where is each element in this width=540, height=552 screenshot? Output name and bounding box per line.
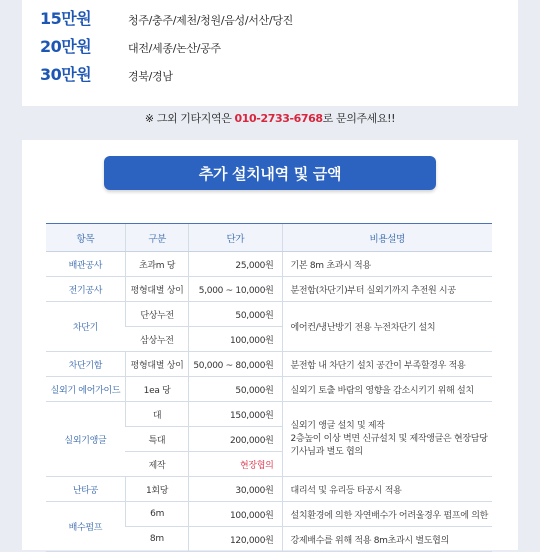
table-row	[46, 252, 492, 277]
cell-price: 50,000 ~ 80,000원	[189, 352, 282, 377]
cell-category: 1회당	[125, 477, 189, 502]
table-row	[46, 402, 492, 427]
cell-category: 평형대별 상이	[125, 277, 189, 302]
cell-category: 삼상누전	[125, 327, 189, 352]
cell-category: 제작	[125, 452, 189, 477]
cell-price: 150,000원	[189, 402, 282, 427]
table-row	[46, 477, 492, 502]
cell-item: 배수펌프	[46, 502, 125, 552]
header-item: 항목	[46, 224, 125, 252]
cell-category: 1ea 당	[125, 377, 189, 402]
table-row	[46, 377, 492, 402]
cell-price: 현장협의	[189, 452, 282, 477]
cell-price: 50,000원	[189, 302, 282, 327]
cell-description: 설치환경에 의한 자연배수가 어려울경우 펌프에 의한	[282, 502, 492, 527]
table-header-row	[46, 224, 492, 252]
cell-item: 차단기함	[46, 352, 125, 377]
cell-price: 50,000원	[189, 377, 282, 402]
cell-category: 평형대별 상이	[125, 352, 189, 377]
description-line: 2층높이 이상 벽면 신규설치 및 제작앵글은 현장담당	[290, 433, 488, 444]
cell-item: 차단기	[46, 302, 125, 352]
cell-item: 난타공	[46, 477, 125, 502]
cell-price: 120,000원	[189, 527, 282, 552]
contact-phone[interactable]: 010-2733-6768	[234, 112, 323, 125]
header-unit-price: 단가	[189, 224, 282, 252]
cell-price: 30,000원	[189, 477, 282, 502]
cell-price: 100,000원	[189, 502, 282, 527]
price-amount: 15만원	[40, 9, 92, 28]
price-regions: 경북/경남	[128, 70, 173, 83]
cell-description: 실외기 토출 바람의 영향을 감소시키기 위해 설치	[282, 377, 492, 402]
price-row-30	[40, 62, 173, 85]
price-amount: 20만원	[40, 37, 92, 56]
cell-description: 에어컨/냉난방기 전용 누전차단기 설치	[282, 302, 492, 352]
price-amount: 30만원	[40, 65, 92, 84]
table-row	[46, 502, 492, 527]
price-row-20	[40, 34, 221, 57]
cell-price: 100,000원	[189, 327, 282, 352]
section-title-banner: 추가 설치내역 및 금액	[104, 156, 436, 190]
cell-description: 분전함 내 차단기 설치 공간이 부족할경우 적용	[282, 352, 492, 377]
cell-price: 25,000원	[189, 252, 282, 277]
cell-category: 6m	[125, 502, 189, 527]
table-row	[46, 352, 492, 377]
header-description: 비용설명	[282, 224, 492, 252]
extra-fee-table	[46, 223, 492, 552]
contact-note	[0, 110, 540, 126]
cell-description: 기본 8m 초과시 적용	[282, 252, 492, 277]
cell-category: 특대	[125, 427, 189, 452]
table-row	[46, 277, 492, 302]
cell-price: 200,000원	[189, 427, 282, 452]
cell-item: 실외기 에어가이드	[46, 377, 125, 402]
cell-description: 분전함(차단기)부터 실외기까지 추전원 시공	[282, 277, 492, 302]
cell-category: 8m	[125, 527, 189, 552]
description-line: 기사님과 별도 협의	[290, 446, 363, 457]
description-line: 실외기 앵글 설치 및 제작	[290, 420, 385, 431]
cell-description: 강제배수를 위해 적용 8m초과시 별도협의	[282, 527, 492, 552]
table-row	[46, 302, 492, 327]
cell-description	[282, 402, 492, 477]
cell-item: 전기공사	[46, 277, 125, 302]
contact-suffix: 로 문의주세요!!	[322, 112, 396, 125]
cell-category: 단상누전	[125, 302, 189, 327]
cell-item: 실외기앵글	[46, 402, 125, 477]
price-regions: 대전/세종/논산/공주	[128, 42, 221, 55]
contact-prefix: ※ 그외 기타지역은	[144, 112, 235, 125]
cell-price: 5,000 ~ 10,000원	[189, 277, 282, 302]
price-regions: 청주/충주/제천/청원/음성/서산/당진	[128, 14, 293, 27]
cell-item: 배관공사	[46, 252, 125, 277]
header-category: 구분	[125, 224, 189, 252]
cell-category: 대	[125, 402, 189, 427]
price-row-15	[40, 6, 293, 29]
cell-description: 대리석 및 유리등 타공시 적용	[282, 477, 492, 502]
cell-category: 초과m 당	[125, 252, 189, 277]
